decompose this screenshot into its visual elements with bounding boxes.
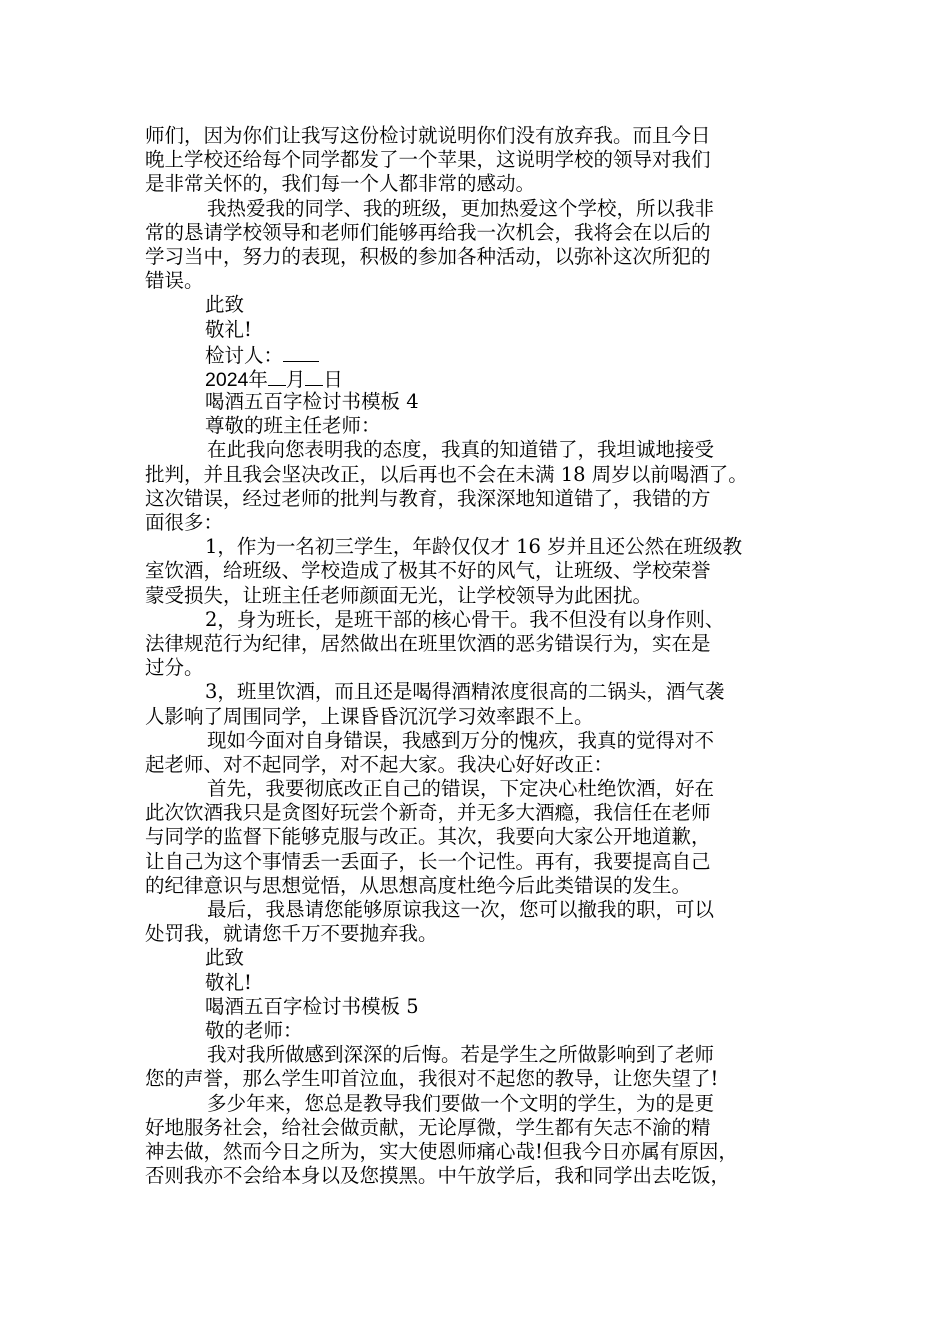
text-line: 您的声誉，那么学生叩首泣血，我很对不起您的教导，让您失望了! [145, 1067, 719, 1091]
closing-text: 此致 [205, 293, 245, 317]
date-year-suffix: 年 [248, 367, 268, 391]
greeting-text: 尊敬的班主任老师： [205, 414, 381, 438]
text-line: 的纪律意识与思想觉悟，从思想高度杜绝今后此类错误的发生。 [145, 873, 692, 897]
text-line: 此次饮酒我只是贪图好玩尝个新奇，并无多大酒瘾，我信任在老师 [145, 801, 711, 825]
text-line: 室饮酒，给班级、学校造成了极其不好的风气，让班级、学校荣誉 [145, 559, 711, 583]
text-line: 好地服务社会，给社会做贡献，无论厚微，学生都有矢志不渝的精 [145, 1115, 711, 1139]
date-day: 日 [323, 367, 343, 391]
section-title: 喝酒五百字检讨书模板 4 [205, 390, 419, 414]
text-line: 师们，因为你们让我写这份检讨就说明你们没有放弃我。而且今日 [145, 124, 711, 147]
date-year: 2024 [205, 368, 249, 391]
text-line: 我对我所做感到深深的后悔。若是学生之所做影响到了老师 [207, 1043, 715, 1067]
text-line: 3，班里饮酒，而且还是喝得酒精浓度很高的二锅头，酒气袭 [205, 680, 725, 704]
text-line: 2，身为班长，是班干部的核心骨干。我不但没有以身作则、 [205, 607, 725, 631]
text-line: 面很多： [145, 511, 224, 534]
text-line: 神去做，然而今日之所为，实大使恩师痛心哉!但我今日亦属有原因， [145, 1139, 738, 1163]
text-line: 常的恳请学校领导和老师们能够再给我一次机会，我将会在以后的 [145, 220, 711, 244]
text-line: 处罚我，就请您千万不要抛弃我。 [145, 922, 438, 946]
text-line: 现如今面对自身错误，我感到万分的愧疚，我真的觉得对不 [207, 728, 715, 752]
text-line: 晚上学校还给每个同学都发了一个苹果，这说明学校的领导对我们 [145, 148, 711, 172]
greeting-text: 敬的老师： [205, 1018, 303, 1042]
text-line: 在此我向您表明我的态度，我真的知道错了，我坦诚地接受 [207, 438, 715, 462]
text-line: 否则我亦不会给本身以及您摸黑。中午放学后，我和同学出去吃饭， [145, 1164, 731, 1188]
text-line: 过分。 [145, 656, 204, 680]
text-line: 是非常关怀的，我们每一个人都非常的感动。 [145, 172, 536, 196]
text-line: 批判，并且我会坚决改正，以后再也不会在未满 18 周岁以前喝酒了。 [145, 462, 748, 486]
signer-line [145, 342, 825, 366]
closing-text: 此致 [205, 946, 245, 970]
date-month: 月 [285, 367, 306, 391]
salutation-text: 敬礼! [205, 970, 252, 994]
month-blank [268, 366, 286, 386]
text-line: 错误。 [145, 269, 204, 293]
signer-label: 检讨人： [205, 343, 284, 367]
date-line [145, 366, 825, 390]
text-line: 最后，我恳请您能够原谅我这一次，您可以撤我的职，可以 [207, 898, 715, 921]
salutation-text: 敬礼! [205, 317, 252, 341]
text-line: 人影响了周围同学，上课昏昏沉沉学习效率跟不上。 [145, 704, 594, 728]
text-line: 多少年来，您总是教导我们要做一个文明的学生，为的是更 [207, 1091, 715, 1115]
text-line: 让自己为这个事情丢一丢面子，长一个记性。再有，我要提高自己 [145, 849, 711, 873]
document-page [145, 124, 825, 1188]
text-line: 蒙受损失，让班主任老师颜面无光，让学校领导为此困扰。 [145, 583, 653, 607]
text-line: 法律规范行为纪律，居然做出在班里饮酒的恶劣错误行为，实在是 [145, 631, 711, 655]
text-line: 首先，我要彻底改正自己的错误，下定决心杜绝饮酒，好在 [207, 777, 715, 801]
text-line: 与同学的监督下能够克服与改正。其次，我要向大家公开地道歉， [145, 825, 711, 849]
text-line: 起老师、对不起同学，对不起大家。我决心好好改正： [145, 752, 614, 776]
signer-blank [283, 342, 319, 362]
text-line: 学习当中，努力的表现，积极的参加各种活动，以弥补这次所犯的 [145, 244, 711, 268]
day-blank [305, 366, 323, 386]
section-title: 喝酒五百字检讨书模板 5 [205, 994, 419, 1018]
text-line: 这次错误，经过老师的批判与教育，我深深地知道错了，我错的方 [145, 486, 711, 510]
text-line: 我热爱我的同学、我的班级，更加热爱这个学校，所以我非 [207, 196, 715, 220]
text-line: 1，作为一名初三学生，年龄仅仅才 16 岁并且还公然在班级教 [205, 535, 743, 559]
